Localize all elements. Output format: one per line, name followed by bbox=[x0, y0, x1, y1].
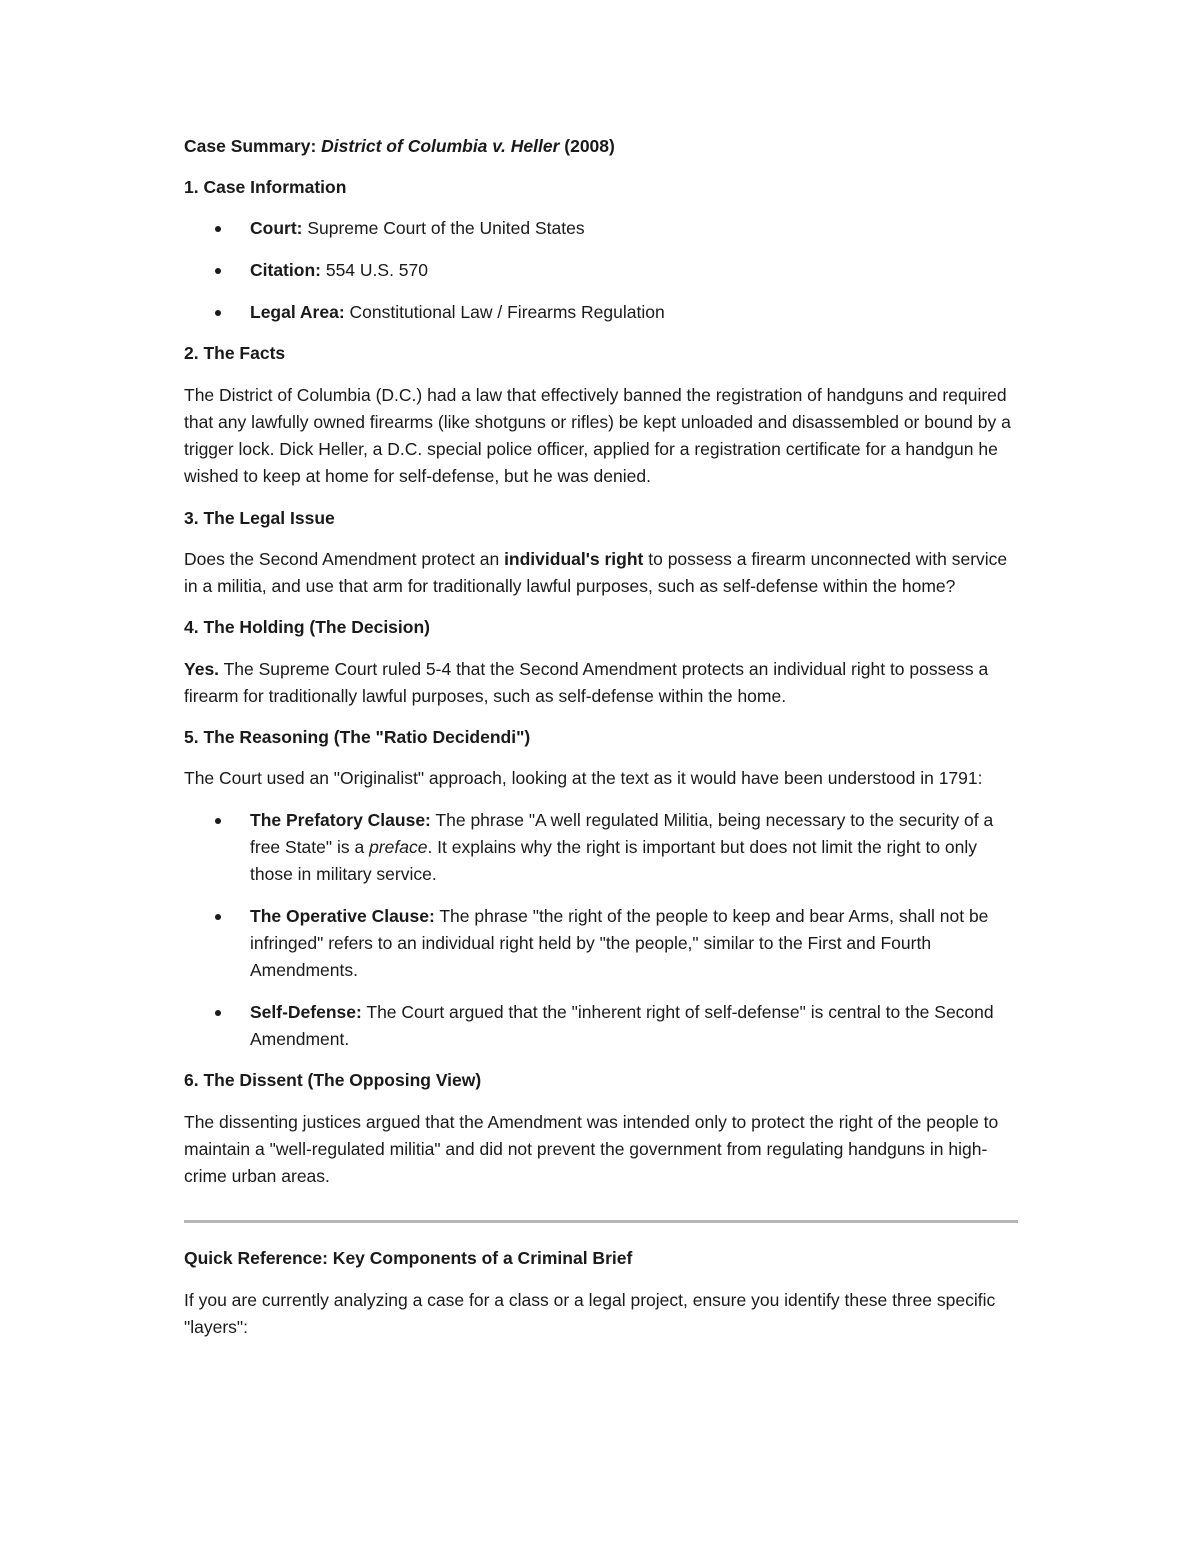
list-item: Legal Area: Constitutional Law / Firearms Regulation bbox=[184, 299, 1018, 326]
bullet-icon bbox=[215, 1010, 221, 1016]
document-page bbox=[184, 133, 1018, 1341]
bullet-icon bbox=[215, 914, 221, 920]
heading-facts: 2. The Facts bbox=[184, 343, 286, 363]
reasoning-intro: The Court used an "Originalist" approach, looking at the text as it would have been understood in 1791: bbox=[184, 768, 983, 788]
bullet-icon bbox=[215, 310, 221, 316]
heading-dissent: 6. The Dissent (The Opposing View) bbox=[184, 1070, 482, 1090]
bullet-icon bbox=[215, 268, 221, 274]
case-name: District of Columbia v. Heller bbox=[321, 136, 560, 156]
document-title: Case Summary: District of Columbia v. Heller (2008) bbox=[184, 136, 615, 156]
holding-paragraph: Yes. The Supreme Court ruled 5-4 that the Second Amendment protects an individual right to possess a firearm for traditionally lawful purposes, such as self-defense within the home. bbox=[184, 659, 989, 706]
horizontal-divider bbox=[184, 1220, 1018, 1223]
issue-paragraph: Does the Second Amendment protect an individual's right to possess a firearm unconnected with service in a militia, and use that arm for traditionally lawful purposes, such as self-defense within the home? bbox=[184, 549, 1008, 596]
heading-legal-issue: 3. The Legal Issue bbox=[184, 508, 335, 528]
heading-holding: 4. The Holding (The Decision) bbox=[184, 617, 430, 637]
reasoning-list bbox=[184, 807, 1018, 1053]
list-item: Court: Supreme Court of the United States bbox=[184, 215, 1018, 242]
list-item: Self-Defense: The Court argued that the "inherent right of self-defense" is central to the Second Amendment. bbox=[184, 999, 1018, 1053]
facts-paragraph: The District of Columbia (D.C.) had a law that effectively banned the registration of handguns and required that any lawfully owned firearms (like shotguns or rifles) be kept unloaded and disassembled or bound by a trigger lock. Dick Heller, a D.C. special police officer, applied for a registration certificate for a handgun he wished to keep at home for self-defense, but he was denied. bbox=[184, 385, 1011, 486]
bullet-icon bbox=[215, 226, 221, 232]
dissent-paragraph: The dissenting justices argued that the Amendment was intended only to protect the right of the people to maintain a "well-regulated militia" and did not prevent the government from regulating handguns in high-crime urban areas. bbox=[184, 1112, 999, 1186]
heading-quick-reference: Quick Reference: Key Components of a Criminal Brief bbox=[184, 1248, 633, 1268]
bullet-icon bbox=[215, 818, 221, 824]
list-item: The Operative Clause: The phrase "the right of the people to keep and bear Arms, shall not be infringed" refers to an individual right held by "the people," similar to the First and Fourth Amendments. bbox=[184, 903, 1018, 984]
list-item: The Prefatory Clause: The phrase "A well regulated Militia, being necessary to the security of a free State" is a preface. It explains why the right is important but does not limit the right to only those in military service. bbox=[184, 807, 1018, 888]
heading-reasoning: 5. The Reasoning (The "Ratio Decidendi") bbox=[184, 727, 531, 747]
list-item: Citation: 554 U.S. 570 bbox=[184, 257, 1018, 284]
quick-reference-paragraph: If you are currently analyzing a case for a class or a legal project, ensure you identify these three specific "layers": bbox=[184, 1290, 996, 1337]
case-info-list bbox=[184, 215, 1018, 326]
heading-case-information: 1. Case Information bbox=[184, 177, 347, 197]
